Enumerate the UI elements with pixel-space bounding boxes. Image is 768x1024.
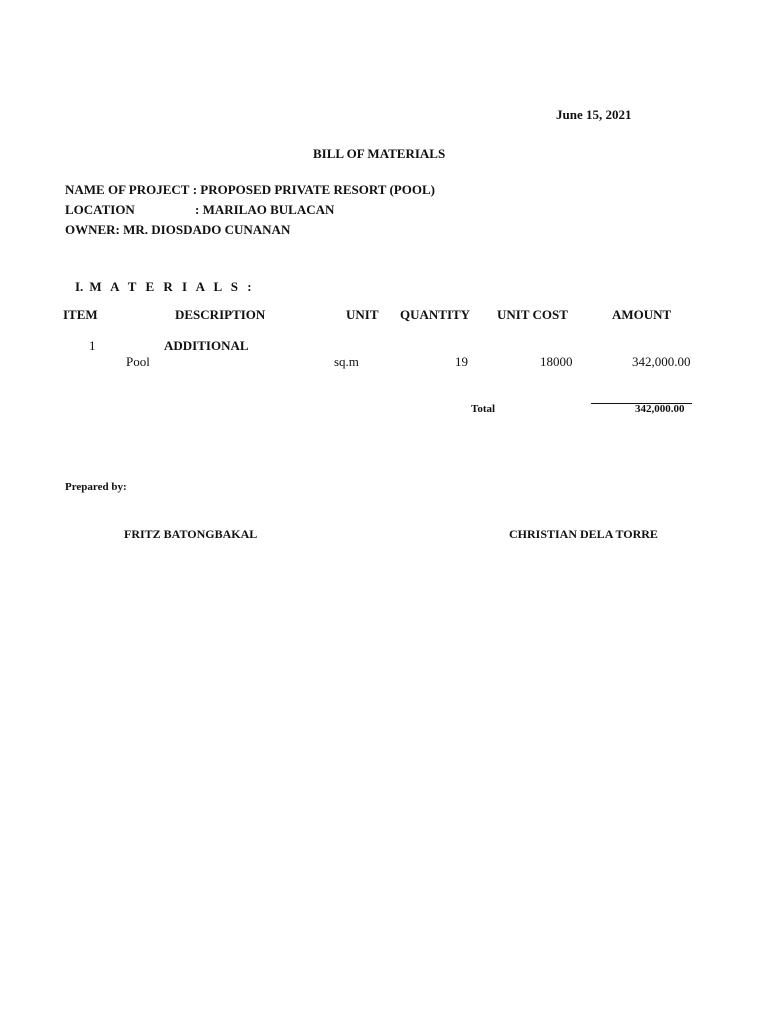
row-group-label: ADDITIONAL xyxy=(164,338,249,353)
document-title: BILL OF MATERIALS xyxy=(313,146,446,161)
project-name-line xyxy=(65,182,435,198)
header-description: DESCRIPTION xyxy=(175,307,266,322)
row-description: Pool xyxy=(126,354,150,369)
row-unit-cost: 18000 xyxy=(540,354,573,369)
location-value: : MARILAO BULACAN xyxy=(195,202,335,217)
row-unit: sq.m xyxy=(334,354,359,369)
total-label: Total xyxy=(471,403,496,415)
header-unit-cost: UNIT COST xyxy=(497,307,568,322)
location-line xyxy=(65,202,334,218)
owner-line: OWNER: MR. DIOSDADO CUNANAN xyxy=(65,222,291,237)
prepared-by-label: Prepared by: xyxy=(65,481,127,493)
header-amount: AMOUNT xyxy=(612,307,672,322)
section-heading xyxy=(75,279,255,295)
header-quantity: QUANTITY xyxy=(400,307,471,322)
header-item: ITEM xyxy=(63,307,98,322)
header-unit: UNIT xyxy=(346,307,379,322)
document-date: June 15, 2021 xyxy=(556,107,632,122)
project-name-value: : PROPOSED PRIVATE RESORT (POOL) xyxy=(192,182,435,197)
section-title: M A T E R I A L S : xyxy=(89,279,255,294)
row-item-number: 1 xyxy=(89,338,96,353)
row-quantity: 19 xyxy=(455,354,468,369)
project-name-label: NAME OF PROJECT xyxy=(65,182,190,197)
row-amount: 342,000.00 xyxy=(632,354,691,369)
section-number: I. xyxy=(75,279,84,294)
total-value: 342,000.00 xyxy=(635,403,685,415)
location-label: LOCATION xyxy=(65,202,135,217)
signatory-right: CHRISTIAN DELA TORRE xyxy=(509,527,658,541)
signatory-left: FRITZ BATONGBAKAL xyxy=(124,527,258,541)
